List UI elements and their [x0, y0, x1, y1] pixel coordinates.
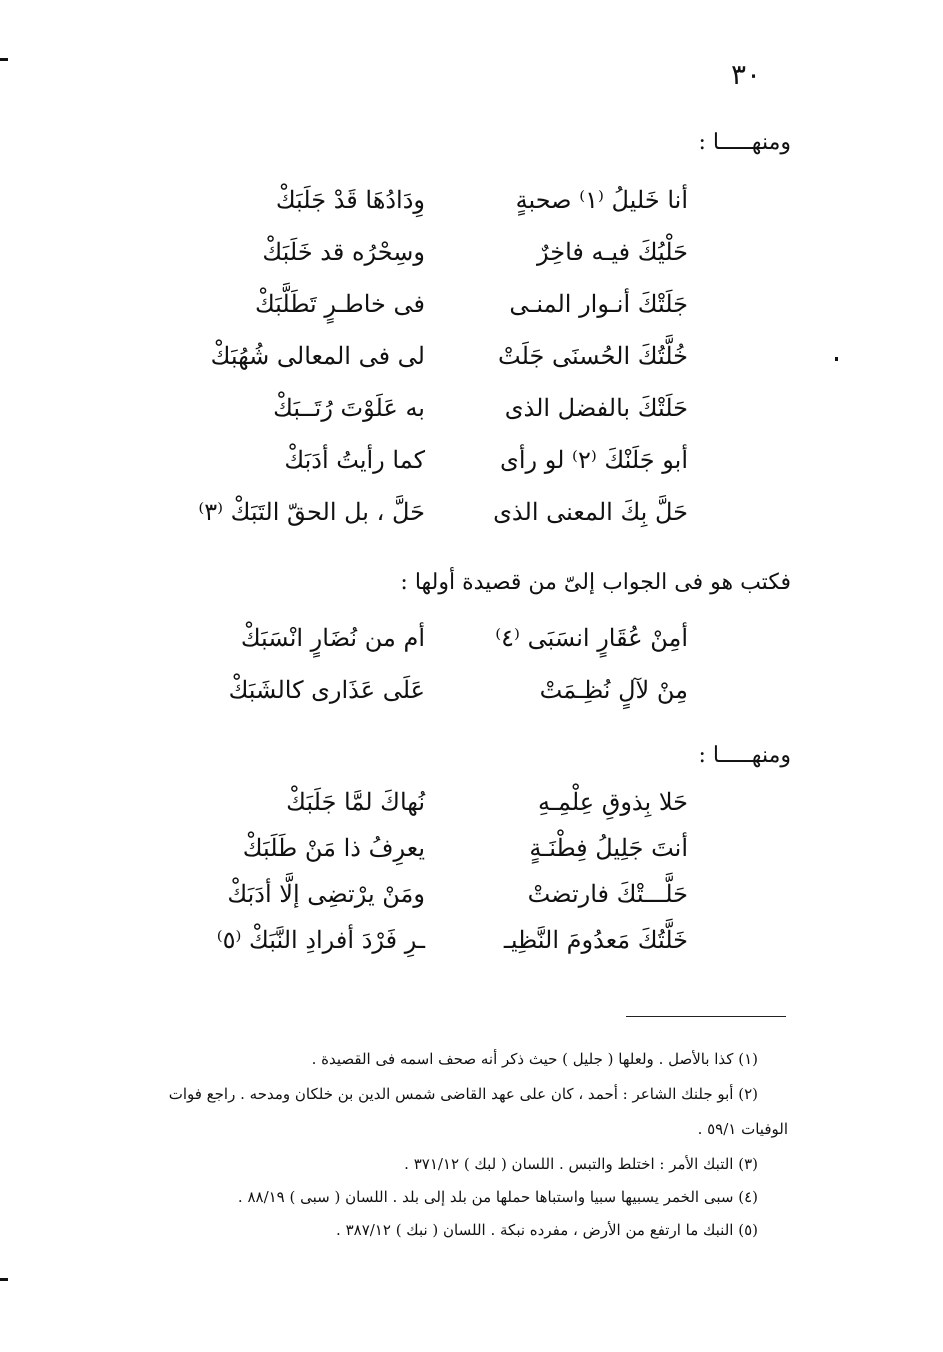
- verse-line: [200, 926, 688, 966]
- verse-first-hemistich: حَلَّـــتْكَ فارتضتْ: [527, 880, 688, 908]
- verse-second-hemistich: ومَنْ يرْتضِى إلَّا أدَبَكْ: [227, 880, 425, 908]
- verse-first-hemistich: جَلَتْكَ أنـوار المنـى: [509, 290, 688, 318]
- verse-second-hemistich: وسِحْرُه قد خَلَبَكْ: [262, 238, 425, 266]
- verse-line: [200, 676, 688, 716]
- verse-second-hemistich: به عَلَوْتَ رُتَــبَكْ: [273, 394, 425, 422]
- footnote-2: (٢) أبو جلنك الشاعر : أحمد ، كان على عهد القاضى شمس الدين بن خلكان ومدحه . راجع فوات: [168, 1085, 758, 1103]
- verse-line: [200, 498, 688, 538]
- verse-line: [200, 446, 688, 486]
- verse-line: [200, 788, 688, 828]
- verse-first-hemistich: خُلَّتُكَ الحُسنَى جَلَتْ: [498, 342, 688, 370]
- footnote-3: (٣) التبك الأمر : اختلط والتبس . اللسان ( لبك ) ٣٧١/١٢ .: [404, 1155, 758, 1173]
- verse-second-hemistich: كما رأيتُ أدَبَكْ: [284, 446, 425, 474]
- verse-line: [200, 880, 688, 920]
- scan-edge-mark: [0, 1278, 8, 1281]
- verse-first-hemistich: أمِنْ عُقَارٍ انسَبَى ⁽٤⁾: [495, 624, 688, 652]
- verse-line: [200, 342, 688, 382]
- page-number: ٣٠: [730, 58, 762, 91]
- verse-line: [200, 394, 688, 434]
- footnote-4: (٤) سبى الخمر يسبيها سبيا واستباها حملها من بلد إلى بلد . اللسان ( سبى ) ٨٨/١٩ .: [237, 1188, 758, 1206]
- verse-second-hemistich: لى فى المعالى شُهُبَكْ: [210, 342, 425, 370]
- verse-second-hemistich: وِدَادُهَا قَدْ جَلَبَكْ: [275, 186, 425, 214]
- verse-first-hemistich: مِنْ لآلٍ نُظِـمَتْ: [539, 676, 688, 704]
- verse-line: [200, 624, 688, 664]
- section-heading: ومنهـــــا :: [698, 743, 791, 768]
- section-heading: فكتب هو فى الجواب إلىّ من قصيدة أولها :: [400, 570, 791, 595]
- footnote-1: (١) كذا بالأصل . ولعلها ( جليل ) حيث ذكر أنه صحف اسمه فى القصيدة .: [311, 1050, 758, 1068]
- verse-first-hemistich: خَلَّتُكَ مَعدُومَ النَّظِيـ: [503, 926, 688, 954]
- verse-line: [200, 186, 688, 226]
- verse-line: [200, 290, 688, 330]
- verse-first-hemistich: أنا خَليلُ ⁽١⁾ صحبةٍ: [515, 186, 688, 214]
- verse-first-hemistich: أنتَ جَلِيلُ فِطْنَـةٍ: [529, 834, 688, 862]
- footnote-5: (٥) النبك ما ارتفع من الأرض ، مفرده نبكة . اللسان ( نبك ) ٣٨٧/١٢ .: [336, 1221, 758, 1239]
- footnote-2-continued: الوفيات ٥٩/١ .: [697, 1120, 788, 1138]
- verse-second-hemistich: فى خاطـرٍ تَطَلَّبَكْ: [254, 290, 425, 318]
- verse-second-hemistich: عَلَى عَذَارى كالشَبَكْ: [228, 676, 425, 704]
- verse-second-hemistich: نُهاكَ لمَّا جَلَبَكْ: [286, 788, 425, 816]
- verse-first-hemistich: حَلْيُكَ فيـه فاخِرٌ: [537, 238, 688, 266]
- verse-second-hemistich: يعرِفُ ذا مَنْ طَلَبَكْ: [242, 834, 425, 862]
- verse-second-hemistich: حَلَّ ، بل الحقّ التَبَكْ ⁽٣⁾: [198, 498, 425, 526]
- verse-second-hemistich: أم من نُضَارٍ انْسَبَكْ: [240, 624, 425, 652]
- verse-first-hemistich: أبو جَلَنْكَ ⁽٢⁾ لو رأى: [500, 446, 688, 474]
- footnote-separator: [626, 1016, 786, 1017]
- verse-line: [200, 834, 688, 874]
- verse-line: [200, 238, 688, 278]
- verse-second-hemistich: ـرِ فَرْدَ أفرادِ النَّبَكْ ⁽٥⁾: [216, 926, 425, 954]
- section-heading: ومنهـــــا :: [698, 130, 791, 155]
- scan-speck: [835, 357, 838, 361]
- verse-first-hemistich: حَلَّ بِكَ المعنى الذى: [493, 498, 688, 526]
- verse-first-hemistich: حَلَتْكَ بالفضل الذى: [504, 394, 688, 422]
- verse-first-hemistich: حَلا بِذوقِ عِلْمِـهِ: [538, 788, 688, 816]
- scan-edge-mark: [0, 58, 8, 61]
